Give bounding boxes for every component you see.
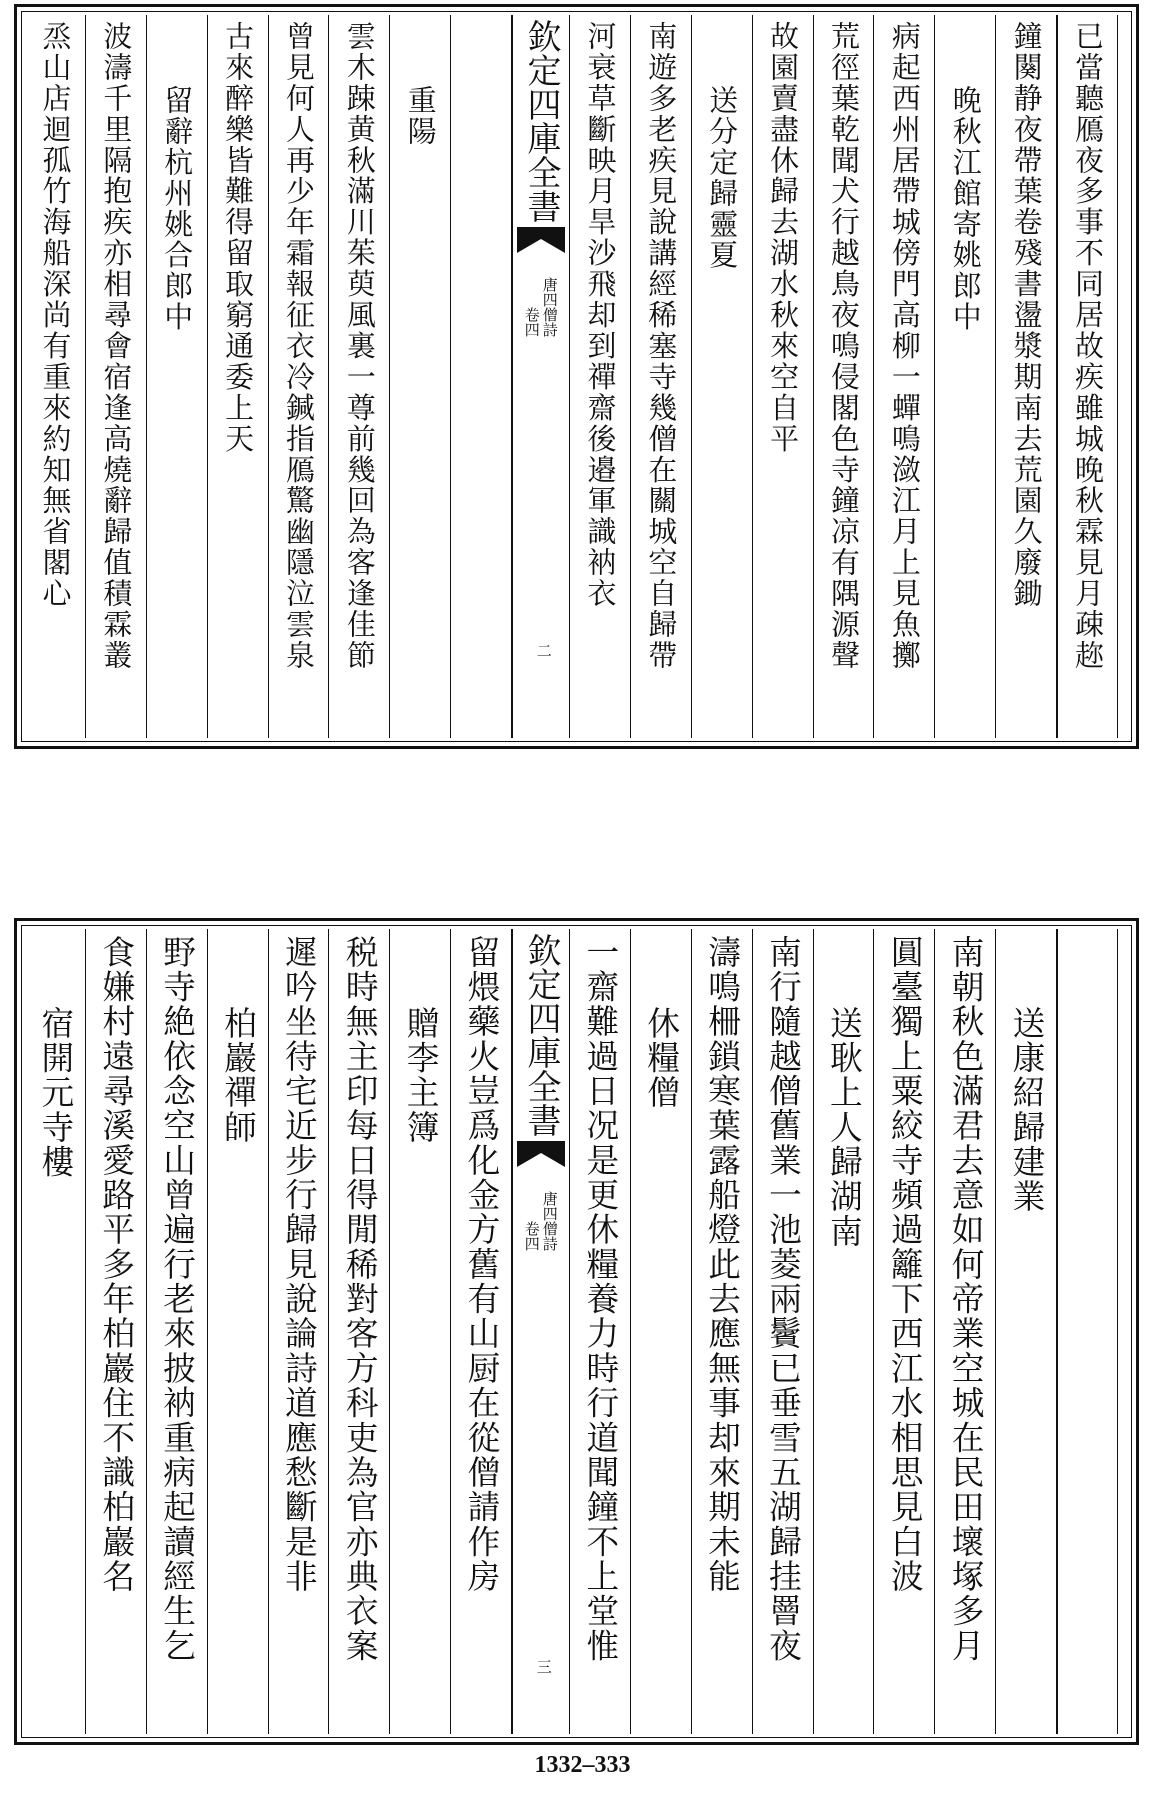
column-text: 雲木踈黄秋滿川茱萸風裏一尊前幾回為客逢佳節 [342, 21, 377, 671]
bottom-text-column [86, 929, 147, 1734]
column-text: 鐘闋静夜帶葉卷殘書盪漿期南去荒園久廢鋤 [1009, 21, 1044, 610]
column-text: 圓臺獨上粟絞寺頻過籬下西江水相思見白波 [885, 935, 924, 1594]
bottom-text-column [874, 929, 935, 1734]
top-text-column [874, 15, 935, 738]
column-text: 已當聽鴈夜多事不同居故疾雖城晚秋霖見月疎趂 [1071, 21, 1106, 671]
top-text-column [570, 15, 631, 738]
spine-book-title: 唐四僧詩 [540, 1191, 559, 1251]
bottom-text-column [753, 929, 814, 1734]
column-text: 曾見何人再少年霜報征衣冷鍼指鴈驚幽隱泣雲泉 [281, 21, 316, 671]
column-text: 食嫌村遠尋溪愛路平多年柏巖住不識柏巖名 [97, 935, 136, 1594]
column-text: 濤鳴柵鎖寒葉露船燈此去應無事却來期未能 [703, 935, 742, 1594]
bottom-center-spine [512, 929, 570, 1734]
bottom-text-column [570, 929, 631, 1734]
column-text: 休糧僧 [642, 1006, 681, 1111]
column-text: 野寺絶依念空山曾遍行老來披衲重病起讀經生乞 [158, 935, 197, 1664]
spine-volume: 卷四 [522, 1221, 541, 1251]
spine-volume: 卷四 [522, 307, 541, 337]
bottom-text-column [451, 929, 512, 1734]
column-text: 税時無主印每日得閒稀對客方科吏為官亦典衣案 [340, 935, 379, 1664]
column-text: 烝山店迴孤竹海船深尚有重來約知無省閣心 [38, 21, 73, 610]
column-text: 留辭杭州姚合郎中 [160, 84, 195, 333]
column-text: 送康紹歸建業 [1007, 1006, 1046, 1215]
top-text-column [269, 15, 330, 738]
top-text-column [692, 15, 753, 738]
column-text: 南遊多老疾見說講經稀塞寺幾僧在關城空自歸帶 [644, 21, 679, 671]
top-text-column [390, 15, 451, 738]
spine-title: 欽定四庫全書 [521, 19, 562, 223]
top-text-column [329, 15, 390, 738]
bottom-text-column [147, 929, 208, 1734]
bottom-text-column [814, 929, 875, 1734]
bottom-text-column [996, 929, 1057, 1734]
spine-page-number: 三 [534, 1659, 553, 1674]
top-text-column [147, 15, 208, 738]
column-text: 送分定歸靈夏 [705, 84, 740, 271]
column-text: 波濤千里隔抱疾亦相尋會宿逢高燒辭歸值積霖叢 [99, 21, 134, 671]
column-text: 病起西州居帶城傍門高柳一蟬鳴潋江月上見魚擲 [887, 21, 922, 671]
column-text: 晚秋江館寄姚郎中 [948, 84, 983, 333]
top-text-column [86, 15, 147, 738]
fish-tail-mark-icon [517, 227, 565, 253]
top-text-column [935, 15, 996, 738]
bottom-page [14, 918, 1139, 1745]
top-text-column [208, 15, 269, 738]
column-text: 遲吟坐待宅近步行歸見說論詩道應愁斷是非 [279, 935, 318, 1594]
column-text: 重陽 [403, 84, 438, 147]
column-text: 一齋難過日况是更休糧養力時行道聞鐘不上堂惟 [581, 935, 620, 1664]
top-text-column [996, 15, 1057, 738]
column-text: 南行隨越僧舊業一池菱兩鬢已垂雪五湖歸挂罾夜 [763, 935, 802, 1664]
bottom-text-column [208, 929, 269, 1734]
page-footer-number: 1332–333 [534, 1752, 631, 1778]
top-columns [25, 15, 1128, 738]
top-text-column [753, 15, 814, 738]
top-center-spine [512, 15, 570, 738]
top-text-column [814, 15, 875, 738]
bottom-text-column [25, 929, 86, 1734]
column-text: 河衰草斷映月旱沙飛却到禪齋後邉軍識衲衣 [583, 21, 618, 610]
bottom-text-column [1057, 929, 1118, 1734]
bottom-text-column [631, 929, 692, 1734]
column-text: 送耿上人歸湖南 [824, 1006, 863, 1250]
bottom-columns [25, 929, 1128, 1734]
column-text: 留煨藥火豈爲化金方舊有山厨在從僧請作房 [462, 935, 501, 1594]
fish-tail-mark-icon [517, 1141, 565, 1167]
column-text: 古來醉樂皆難得留取窮通委上天 [221, 21, 256, 455]
top-text-column [1057, 15, 1118, 738]
top-text-column [25, 15, 86, 738]
bottom-text-column [329, 929, 390, 1734]
spine-title: 欽定四庫全書 [521, 933, 562, 1137]
spine-book-title: 唐四僧詩 [540, 277, 559, 337]
column-text: 贈李主簿 [401, 1006, 440, 1146]
bottom-text-column [390, 929, 451, 1734]
bottom-text-column [692, 929, 753, 1734]
top-page [14, 4, 1139, 749]
column-text: 南朝秋色滿君去意如何帝業空城在民田壞塚多月 [946, 935, 985, 1664]
top-text-column [451, 15, 512, 738]
spine-page-number: 二 [534, 643, 553, 658]
bottom-text-column [269, 929, 330, 1734]
column-text: 荒徑葉乾聞犬行越鳥夜鳴侵閣色寺鐘凉有隅源聲 [826, 21, 861, 671]
column-text: 故園賣盡休歸去湖水秋來空自平 [766, 21, 801, 455]
column-text: 柏巖禪師 [218, 1006, 257, 1146]
bottom-text-column [935, 929, 996, 1734]
top-text-column [631, 15, 692, 738]
column-text: 宿開元寺樓 [36, 1006, 75, 1180]
